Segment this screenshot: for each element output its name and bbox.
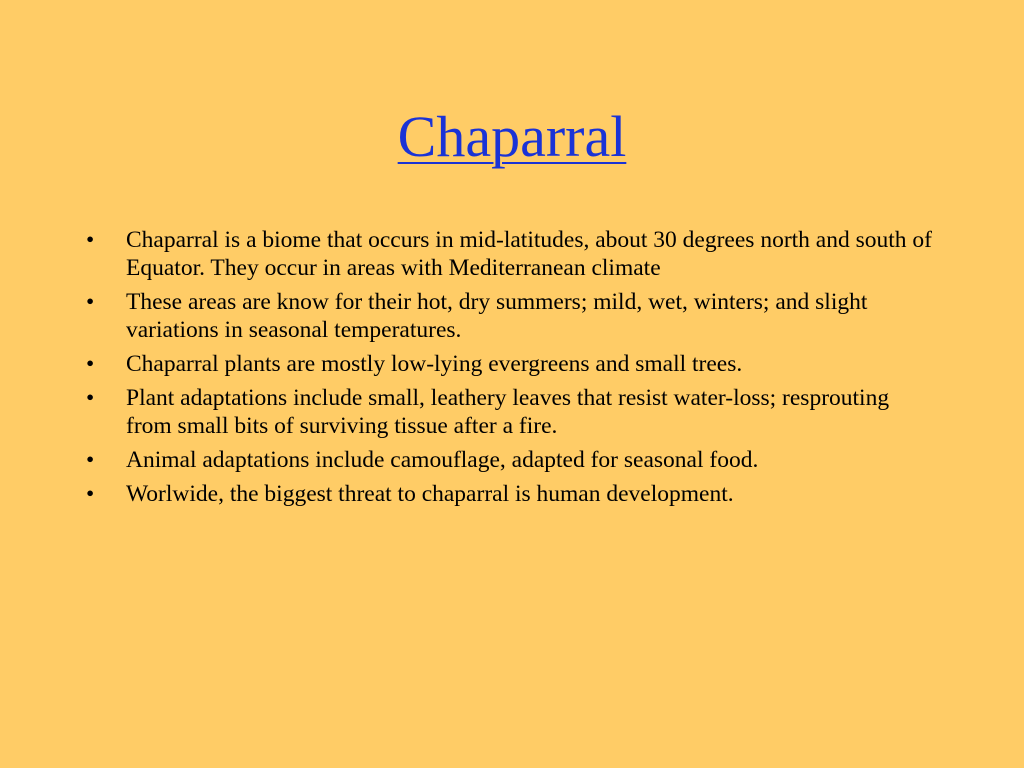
bullet-item-6: [84, 480, 934, 508]
bullet-dot-icon: •: [86, 481, 95, 507]
bullet-text-4: Plant adaptations include small, leathery leaves that resist water-loss; resprouting from small bits of surviving tissue after a fire.: [126, 385, 890, 439]
bullet-item-2: [84, 288, 934, 344]
bullet-dot-icon: •: [86, 289, 95, 315]
bullet-item-5: [84, 446, 934, 474]
bullet-dot-icon: •: [86, 447, 95, 473]
bullet-text-5: Animal adaptations include camouflage, adapted for seasonal food.: [126, 447, 759, 473]
bullet-dot-icon: •: [86, 227, 95, 253]
bullet-dot-icon: •: [86, 385, 95, 411]
bullet-text-1: Chaparral is a biome that occurs in mid-latitudes, about 30 degrees north and south of Equator. They occur in areas with Mediterranean climate: [126, 227, 932, 281]
bullet-text-6: Worlwide, the biggest threat to chaparral is human development.: [126, 481, 734, 507]
bullet-item-3: [84, 350, 934, 378]
bullet-text-3: Chaparral plants are mostly low-lying evergreens and small trees.: [126, 351, 743, 377]
slide-title[interactable]: Chaparral: [397, 104, 627, 169]
bullet-list: [84, 226, 934, 514]
bullet-item-4: [84, 384, 934, 440]
bullet-text-2: These areas are know for their hot, dry summers; mild, wet, winters; and slight variations in seasonal temperatures.: [126, 289, 868, 343]
bullet-item-1: [84, 226, 934, 282]
bullet-dot-icon: •: [86, 351, 95, 377]
